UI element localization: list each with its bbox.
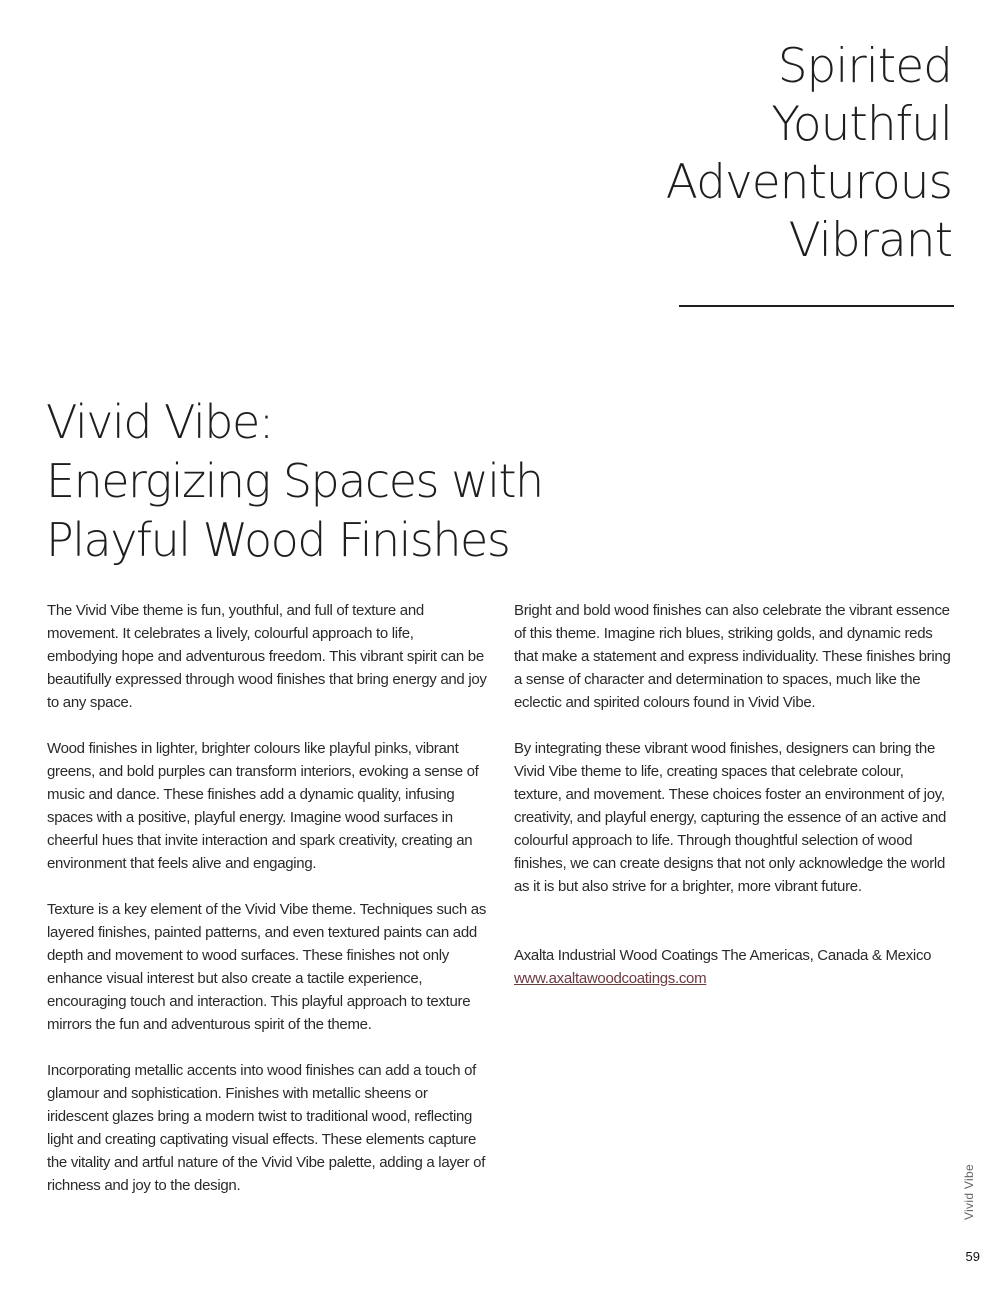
title-line-2: Energizing Spaces with	[46, 454, 543, 508]
paragraph-texture: Texture is a key element of the Vivid Vibe theme. Techniques such as layered finishes, painted patterns, and even textured paints can add depth and movement to wood surfaces. These finishes not only enhance visual interest but also create a tactile experience, encouraging touch and interaction. This playful approach to texture mirrors the fun and adventurous spirit of the theme.	[47, 901, 487, 1033]
page-title	[46, 393, 543, 570]
paragraph-integration: By integrating these vibrant wood finishes, designers can bring the Vivid Vibe theme to life, creating spaces that celebrate colour, texture, and movement. These choices foster an environment of joy, creativity, and playful energy, capturing the essence of an active and colourful approach to life. Through thoughtful selection of wood finishes, we can create designs that not only acknowledge the world as it is but also strive for a brighter, more vibrant future.	[514, 740, 947, 895]
keyword-adventurous: Adventurous	[665, 155, 952, 210]
paragraph-metallic: Incorporating metallic accents into wood finishes can add a touch of glamour and sophistication. Finishes with metallic sheens or iridescent glazes bring a modern twist to traditional wood, reflecting light and creating captivating visual effects. These elements capture the vitality and artful nature of the Vivid Vibe palette, adding a layer of richness and joy to the design.	[47, 1062, 486, 1194]
keyword-vibrant: Vibrant	[788, 213, 952, 268]
keyword-list	[666, 38, 952, 270]
company-name: Axalta Industrial Wood Coatings The Americas, Canada & Mexico	[514, 947, 932, 964]
title-line-1: Vivid Vibe:	[46, 395, 273, 449]
keyword-divider	[679, 305, 954, 307]
section-side-label: Vivid Vibe	[962, 1164, 976, 1220]
keyword-youthful: Youthful	[771, 97, 952, 152]
left-column	[47, 599, 487, 1220]
right-column	[514, 599, 954, 1013]
paragraph-bold-finishes: Bright and bold wood finishes can also celebrate the vibrant essence of this theme. Imagine rich blues, striking golds, and dynamic reds that make a statement and express individuality. These finishes bring a sense of character and determination to spaces, much like the eclectic and spirited colours found in Vivid Vibe.	[514, 602, 951, 711]
website-link[interactable]: www.axaltawoodcoatings.com	[514, 970, 707, 987]
paragraph-intro: The Vivid Vibe theme is fun, youthful, and full of texture and movement. It celebrates a lively, colourful approach to life, embodying hope and adventurous freedom. This vibrant spirit can be beautifully expressed through wood finishes that bring energy and joy to any space.	[47, 602, 487, 711]
contact-block	[514, 944, 954, 990]
title-line-3: Playful Wood Finishes	[46, 513, 510, 567]
paragraph-colours: Wood finishes in lighter, brighter colours like playful pinks, vibrant greens, and bold purples can transform interiors, evoking a sense of music and dance. These finishes add a dynamic quality, infusing spaces with a positive, playful energy. Imagine wood surfaces in cheerful hues that invite interaction and spark creativity, creating an environment that feels alive and engaging.	[47, 740, 479, 872]
page-number: 59	[965, 1249, 980, 1264]
keyword-spirited: Spirited	[777, 39, 952, 94]
